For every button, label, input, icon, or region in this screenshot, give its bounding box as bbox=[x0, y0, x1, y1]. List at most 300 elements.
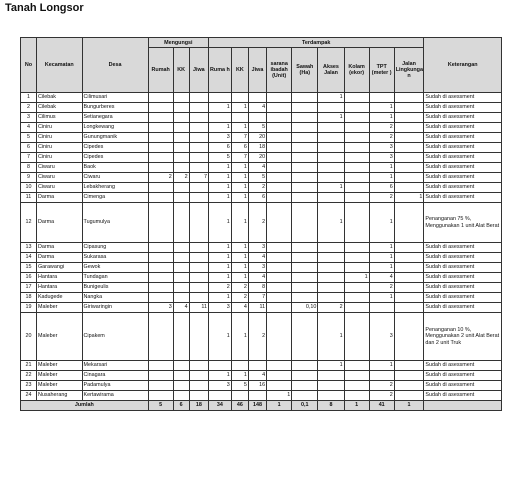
row-value: 4 bbox=[248, 253, 266, 263]
row-keterangan: Penanganan 75 %, Menggunakan 1 unit Alat Berat bbox=[424, 203, 502, 243]
row-value bbox=[248, 361, 266, 371]
row-value: 1 bbox=[209, 173, 232, 183]
row-no: 24 bbox=[21, 391, 37, 401]
row-value: 1 bbox=[318, 361, 344, 371]
header-col: KK bbox=[231, 48, 248, 93]
row-no: 13 bbox=[21, 243, 37, 253]
row-value bbox=[394, 313, 424, 361]
table-row bbox=[21, 113, 502, 123]
row-value bbox=[231, 93, 248, 103]
row-value bbox=[318, 283, 344, 293]
table-row bbox=[21, 183, 502, 193]
row-desa: Gunungmanik bbox=[82, 133, 148, 143]
row-value bbox=[173, 203, 189, 243]
row-value bbox=[148, 133, 173, 143]
row-keterangan: Penanganan 10 %, Menggunakan 2 unit Alat Berat dan 2 unit Truk bbox=[424, 313, 502, 361]
row-value bbox=[369, 371, 394, 381]
header-keterangan: Keterangan bbox=[424, 38, 502, 93]
row-value: 1 bbox=[209, 263, 232, 273]
row-value bbox=[394, 163, 424, 173]
row-value bbox=[173, 293, 189, 303]
row-desa: Cipedes bbox=[82, 153, 148, 163]
table-row bbox=[21, 303, 502, 313]
row-value bbox=[394, 263, 424, 273]
row-desa: Gewok bbox=[82, 263, 148, 273]
header-col: TPT (meter ) bbox=[369, 48, 394, 93]
row-value bbox=[267, 133, 292, 143]
row-value bbox=[267, 381, 292, 391]
table-row bbox=[21, 273, 502, 283]
row-value: 2 bbox=[173, 173, 189, 183]
row-desa: Mekarsari bbox=[82, 361, 148, 371]
row-value bbox=[344, 381, 369, 391]
row-value bbox=[292, 293, 318, 303]
row-value bbox=[318, 173, 344, 183]
row-value bbox=[292, 153, 318, 163]
row-value bbox=[173, 313, 189, 361]
row-no: 23 bbox=[21, 381, 37, 391]
row-value bbox=[344, 361, 369, 371]
row-value bbox=[292, 113, 318, 123]
row-value bbox=[209, 391, 232, 401]
row-value: 7 bbox=[189, 173, 208, 183]
row-value: 1 bbox=[231, 273, 248, 283]
row-value bbox=[148, 143, 173, 153]
row-value: 1 bbox=[209, 273, 232, 283]
row-value bbox=[318, 103, 344, 113]
row-keterangan: Sudah di asessment bbox=[424, 253, 502, 263]
row-desa: Tundagan bbox=[82, 273, 148, 283]
total-cell: 46 bbox=[231, 401, 248, 411]
row-value: 1 bbox=[369, 253, 394, 263]
row-value bbox=[292, 253, 318, 263]
row-value bbox=[173, 283, 189, 293]
row-keterangan: Sudah di asessment bbox=[424, 153, 502, 163]
row-value: 1 bbox=[231, 193, 248, 203]
row-value bbox=[369, 303, 394, 313]
row-keterangan: Sudah di asessment bbox=[424, 193, 502, 203]
header-kecamatan: Kecamatan bbox=[36, 38, 82, 93]
row-value bbox=[292, 163, 318, 173]
table-row bbox=[21, 203, 502, 243]
row-value bbox=[344, 153, 369, 163]
row-no: 3 bbox=[21, 113, 37, 123]
row-value: 1 bbox=[369, 243, 394, 253]
row-value: 3 bbox=[209, 303, 232, 313]
total-cell: 0,1 bbox=[292, 401, 318, 411]
row-value bbox=[394, 273, 424, 283]
row-value bbox=[394, 153, 424, 163]
row-value bbox=[189, 283, 208, 293]
row-value bbox=[173, 361, 189, 371]
row-value: 2 bbox=[369, 283, 394, 293]
row-value bbox=[292, 183, 318, 193]
table-row bbox=[21, 371, 502, 381]
row-value bbox=[189, 361, 208, 371]
row-kecamatan: Garawangi bbox=[36, 263, 82, 273]
row-keterangan: Sudah di asessment bbox=[424, 263, 502, 273]
row-keterangan: Sudah di asessment bbox=[424, 273, 502, 283]
row-value bbox=[292, 203, 318, 243]
row-value bbox=[344, 283, 369, 293]
row-value bbox=[344, 103, 369, 113]
row-value bbox=[267, 153, 292, 163]
row-value: 1 bbox=[369, 113, 394, 123]
row-value bbox=[267, 273, 292, 283]
header-col: Rumah bbox=[148, 48, 173, 93]
row-value bbox=[189, 153, 208, 163]
row-no: 12 bbox=[21, 203, 37, 243]
row-value bbox=[148, 203, 173, 243]
table-row bbox=[21, 143, 502, 153]
row-kecamatan: Hantara bbox=[36, 273, 82, 283]
row-value bbox=[318, 143, 344, 153]
row-value bbox=[318, 263, 344, 273]
row-value bbox=[394, 143, 424, 153]
row-kecamatan: Cilimus bbox=[36, 113, 82, 123]
row-value bbox=[394, 253, 424, 263]
row-value: 1 bbox=[231, 173, 248, 183]
row-value bbox=[344, 183, 369, 193]
row-value: 1 bbox=[209, 371, 232, 381]
row-value: 3 bbox=[248, 263, 266, 273]
row-value bbox=[344, 133, 369, 143]
row-value bbox=[189, 391, 208, 401]
row-value bbox=[173, 253, 189, 263]
row-value bbox=[267, 193, 292, 203]
row-value bbox=[267, 203, 292, 243]
row-value bbox=[394, 243, 424, 253]
row-value bbox=[344, 391, 369, 401]
row-value bbox=[148, 293, 173, 303]
row-value: 4 bbox=[248, 103, 266, 113]
row-kecamatan: Darma bbox=[36, 203, 82, 243]
row-value bbox=[148, 313, 173, 361]
row-value bbox=[292, 143, 318, 153]
row-value bbox=[148, 253, 173, 263]
row-value: 6 bbox=[369, 183, 394, 193]
row-value bbox=[318, 243, 344, 253]
row-desa: Bunigeulis bbox=[82, 283, 148, 293]
total-cell: 1 bbox=[394, 401, 424, 411]
row-value bbox=[344, 163, 369, 173]
row-value bbox=[267, 243, 292, 253]
row-value bbox=[344, 243, 369, 253]
row-value: 1 bbox=[344, 273, 369, 283]
row-value: 18 bbox=[248, 143, 266, 153]
row-kecamatan: Darma bbox=[36, 253, 82, 263]
total-cell: 6 bbox=[173, 401, 189, 411]
row-value bbox=[148, 391, 173, 401]
row-value: 3 bbox=[369, 313, 394, 361]
row-value bbox=[292, 193, 318, 203]
row-value: 2 bbox=[369, 133, 394, 143]
row-no: 16 bbox=[21, 273, 37, 283]
row-kecamatan: Maleber bbox=[36, 303, 82, 313]
row-value bbox=[267, 263, 292, 273]
row-value bbox=[173, 163, 189, 173]
total-row bbox=[21, 401, 502, 411]
row-value bbox=[318, 133, 344, 143]
row-value bbox=[267, 143, 292, 153]
row-desa: Cipedes bbox=[82, 143, 148, 153]
row-value: 1 bbox=[231, 371, 248, 381]
row-value bbox=[231, 113, 248, 123]
row-value: 2 bbox=[369, 123, 394, 133]
row-value bbox=[344, 371, 369, 381]
row-value: 4 bbox=[248, 273, 266, 283]
row-kecamatan: Cilebak bbox=[36, 103, 82, 113]
row-value: 1 bbox=[318, 313, 344, 361]
row-value: 2 bbox=[231, 283, 248, 293]
row-value bbox=[173, 113, 189, 123]
row-value: 1 bbox=[369, 103, 394, 113]
row-value bbox=[267, 183, 292, 193]
row-value: 1 bbox=[231, 253, 248, 263]
row-value bbox=[148, 371, 173, 381]
total-cell: 1 bbox=[344, 401, 369, 411]
row-no: 10 bbox=[21, 183, 37, 193]
table-row bbox=[21, 293, 502, 303]
row-value: 6 bbox=[209, 143, 232, 153]
row-value bbox=[292, 243, 318, 253]
row-value: 2 bbox=[369, 391, 394, 401]
row-value bbox=[394, 203, 424, 243]
row-value: 7 bbox=[248, 293, 266, 303]
row-value bbox=[394, 381, 424, 391]
row-value: 5 bbox=[248, 173, 266, 183]
row-value bbox=[318, 371, 344, 381]
row-value bbox=[189, 163, 208, 173]
row-value bbox=[148, 163, 173, 173]
row-value: 2 bbox=[248, 183, 266, 193]
row-value bbox=[189, 381, 208, 391]
row-value bbox=[231, 391, 248, 401]
row-no: 11 bbox=[21, 193, 37, 203]
row-value: 4 bbox=[248, 163, 266, 173]
row-value bbox=[394, 93, 424, 103]
row-keterangan: Sudah di asessment bbox=[424, 371, 502, 381]
table-row bbox=[21, 283, 502, 293]
row-value bbox=[267, 283, 292, 293]
row-value bbox=[344, 123, 369, 133]
row-value: 2 bbox=[369, 381, 394, 391]
row-value bbox=[344, 193, 369, 203]
row-value bbox=[318, 391, 344, 401]
row-value: 1 bbox=[209, 313, 232, 361]
row-keterangan: Sudah di asessment bbox=[424, 133, 502, 143]
row-value: 1 bbox=[209, 193, 232, 203]
row-kecamatan: Maleber bbox=[36, 313, 82, 361]
row-value bbox=[369, 93, 394, 103]
row-desa: Nangka bbox=[82, 293, 148, 303]
row-keterangan: Sudah di asessment bbox=[424, 303, 502, 313]
total-empty bbox=[424, 401, 502, 411]
row-value bbox=[267, 123, 292, 133]
row-value: 1 bbox=[318, 93, 344, 103]
row-value bbox=[173, 193, 189, 203]
row-desa: Baok bbox=[82, 163, 148, 173]
row-value: 0,10 bbox=[292, 303, 318, 313]
row-value bbox=[292, 123, 318, 133]
row-value bbox=[189, 313, 208, 361]
row-keterangan: Sudah di asessment bbox=[424, 143, 502, 153]
row-value bbox=[189, 103, 208, 113]
row-value bbox=[189, 263, 208, 273]
row-value: 1 bbox=[318, 183, 344, 193]
row-value: 3 bbox=[209, 133, 232, 143]
row-value bbox=[209, 361, 232, 371]
table-row bbox=[21, 163, 502, 173]
row-value bbox=[148, 273, 173, 283]
header-col: Akses Jalan bbox=[318, 48, 344, 93]
row-keterangan: Sudah di asessment bbox=[424, 183, 502, 193]
row-value bbox=[148, 361, 173, 371]
row-desa: Ciwaru bbox=[82, 173, 148, 183]
row-value bbox=[209, 93, 232, 103]
row-no: 15 bbox=[21, 263, 37, 273]
table-row bbox=[21, 133, 502, 143]
row-value: 2 bbox=[148, 173, 173, 183]
row-no: 6 bbox=[21, 143, 37, 153]
row-value bbox=[173, 103, 189, 113]
row-value bbox=[189, 371, 208, 381]
row-value: 1 bbox=[231, 243, 248, 253]
row-value bbox=[394, 371, 424, 381]
row-value bbox=[394, 361, 424, 371]
row-value bbox=[344, 173, 369, 183]
row-value bbox=[248, 113, 266, 123]
row-value bbox=[148, 183, 173, 193]
row-value: 3 bbox=[369, 143, 394, 153]
row-value bbox=[189, 203, 208, 243]
table-row bbox=[21, 153, 502, 163]
row-value bbox=[173, 123, 189, 133]
row-value bbox=[267, 253, 292, 263]
row-value bbox=[173, 371, 189, 381]
row-value bbox=[148, 103, 173, 113]
row-value: 6 bbox=[248, 193, 266, 203]
row-value: 1 bbox=[209, 163, 232, 173]
row-value: 4 bbox=[369, 273, 394, 283]
row-value: 2 bbox=[318, 303, 344, 313]
row-value: 1 bbox=[231, 123, 248, 133]
row-value: 3 bbox=[248, 243, 266, 253]
total-cell: 5 bbox=[148, 401, 173, 411]
row-keterangan: Sudah di asessment bbox=[424, 113, 502, 123]
row-value: 1 bbox=[209, 203, 232, 243]
row-value bbox=[318, 123, 344, 133]
header-col: Ruma h bbox=[209, 48, 232, 93]
row-value bbox=[292, 263, 318, 273]
row-value bbox=[318, 163, 344, 173]
row-value bbox=[292, 173, 318, 183]
row-value: 5 bbox=[231, 381, 248, 391]
row-value bbox=[231, 361, 248, 371]
table-body bbox=[21, 93, 502, 401]
row-value bbox=[318, 293, 344, 303]
row-value: 1 bbox=[318, 203, 344, 243]
row-value bbox=[189, 243, 208, 253]
row-value bbox=[292, 133, 318, 143]
row-value bbox=[344, 303, 369, 313]
row-no: 22 bbox=[21, 371, 37, 381]
row-value bbox=[148, 263, 173, 273]
row-value: 1 bbox=[369, 173, 394, 183]
row-value bbox=[267, 361, 292, 371]
row-value: 3 bbox=[148, 303, 173, 313]
row-no: 1 bbox=[21, 93, 37, 103]
row-value bbox=[394, 173, 424, 183]
header-col: sarana ibadah (Unit) bbox=[267, 48, 292, 93]
row-no: 2 bbox=[21, 103, 37, 113]
row-value: 1 bbox=[318, 113, 344, 123]
row-desa: Giriwaringin bbox=[82, 303, 148, 313]
row-value: 1 bbox=[369, 203, 394, 243]
row-value bbox=[173, 153, 189, 163]
row-desa: Cinagara bbox=[82, 371, 148, 381]
row-value bbox=[394, 293, 424, 303]
row-value: 11 bbox=[248, 303, 266, 313]
row-value: 3 bbox=[369, 153, 394, 163]
row-value bbox=[292, 283, 318, 293]
row-value bbox=[267, 371, 292, 381]
row-value bbox=[189, 113, 208, 123]
row-desa: Cipakem bbox=[82, 313, 148, 361]
row-value: 4 bbox=[248, 371, 266, 381]
header-col: Sawah (Ha) bbox=[292, 48, 318, 93]
row-value bbox=[292, 103, 318, 113]
row-value: 1 bbox=[231, 183, 248, 193]
header-desa: Desa bbox=[82, 38, 148, 93]
header-col: Jalan Lingkunga n bbox=[394, 48, 424, 93]
row-value: 1 bbox=[267, 391, 292, 401]
row-value: 7 bbox=[231, 133, 248, 143]
table-row bbox=[21, 253, 502, 263]
row-kecamatan: Nusaherang bbox=[36, 391, 82, 401]
row-value bbox=[267, 313, 292, 361]
row-desa: Padamulya bbox=[82, 381, 148, 391]
row-desa: Lebakherang bbox=[82, 183, 148, 193]
row-value: 6 bbox=[231, 143, 248, 153]
row-value bbox=[292, 273, 318, 283]
row-value bbox=[267, 93, 292, 103]
row-value: 4 bbox=[173, 303, 189, 313]
row-value: 4 bbox=[231, 303, 248, 313]
row-value bbox=[148, 153, 173, 163]
row-value bbox=[189, 193, 208, 203]
row-value bbox=[292, 391, 318, 401]
row-value: 2 bbox=[248, 313, 266, 361]
row-kecamatan: Cilebak bbox=[36, 93, 82, 103]
row-value bbox=[248, 391, 266, 401]
row-value bbox=[344, 113, 369, 123]
row-value bbox=[292, 381, 318, 391]
total-cell: 148 bbox=[248, 401, 266, 411]
row-kecamatan: Maleber bbox=[36, 361, 82, 371]
row-desa: Sukarasa bbox=[82, 253, 148, 263]
total-label: Jumlah bbox=[21, 401, 149, 411]
row-value: 1 bbox=[209, 243, 232, 253]
row-value: 2 bbox=[209, 283, 232, 293]
row-value bbox=[344, 203, 369, 243]
row-value: 1 bbox=[231, 203, 248, 243]
row-value bbox=[394, 183, 424, 193]
row-value bbox=[394, 123, 424, 133]
row-value bbox=[173, 93, 189, 103]
row-kecamatan: Ciniru bbox=[36, 123, 82, 133]
row-value: 1 bbox=[209, 123, 232, 133]
